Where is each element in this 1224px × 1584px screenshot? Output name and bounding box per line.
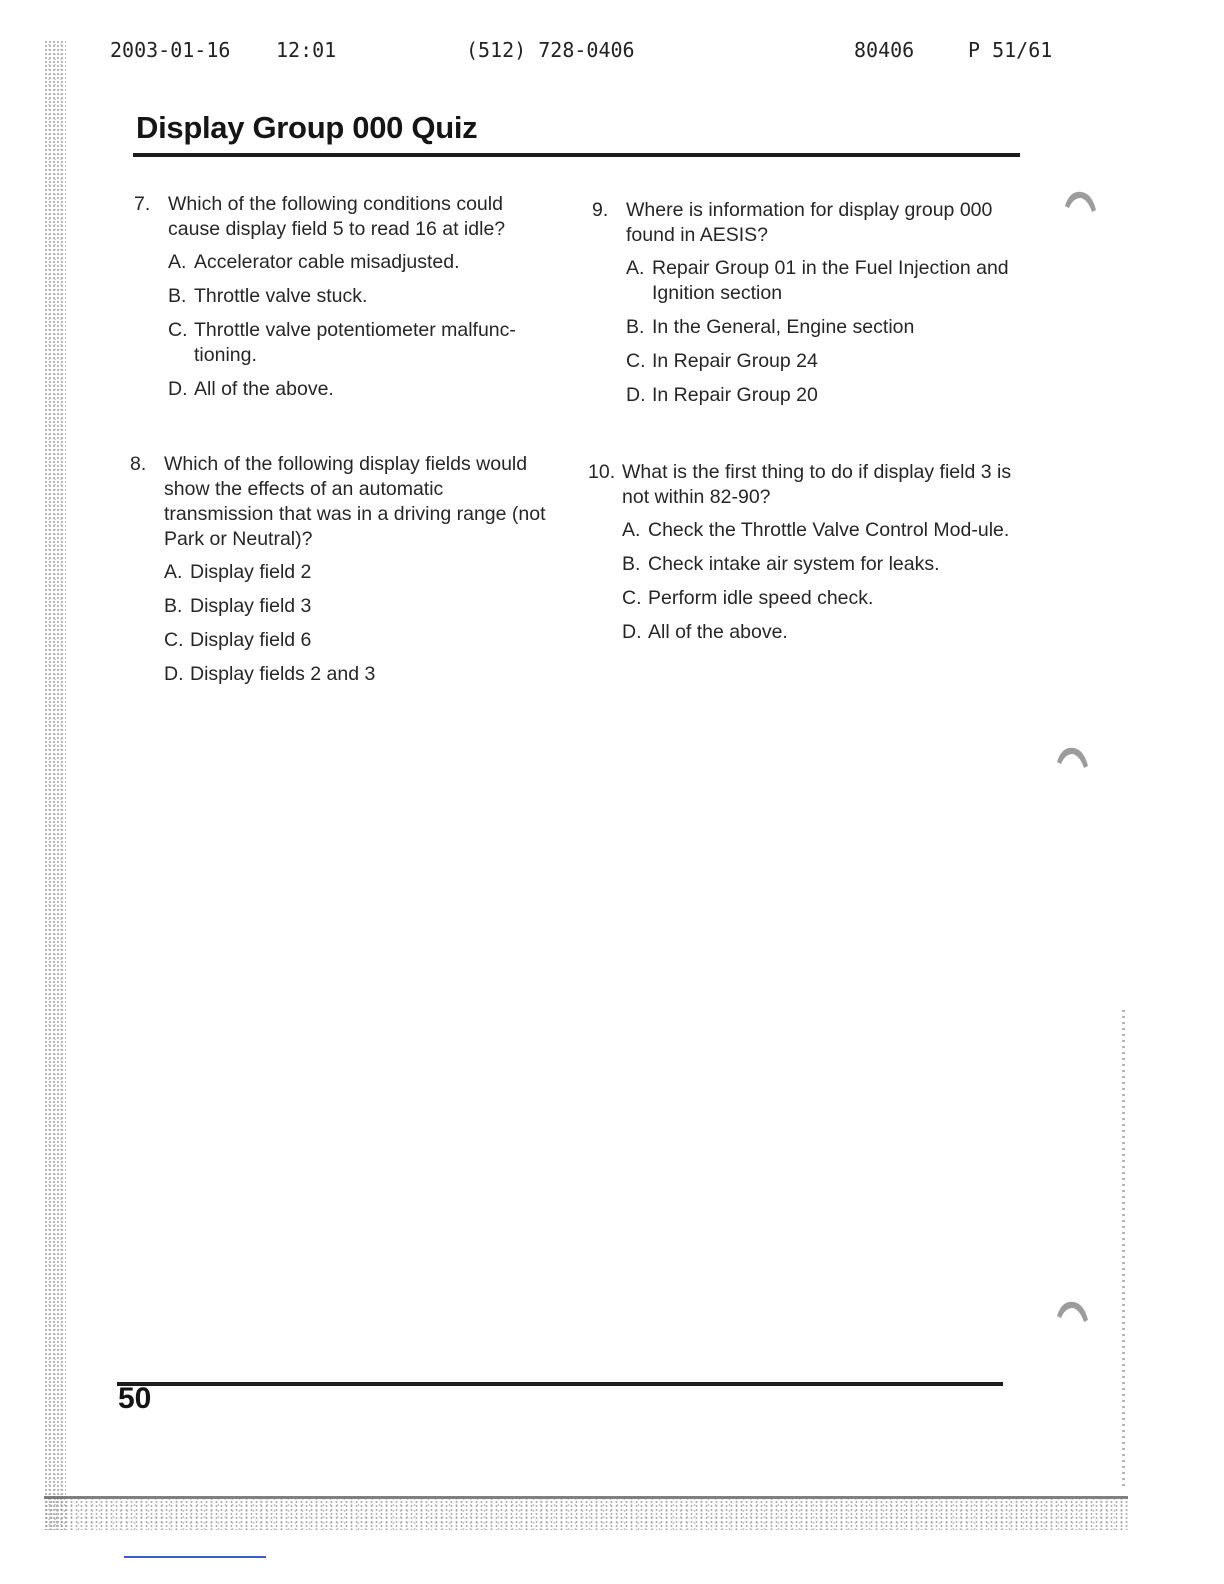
- question-8-option-d: [164, 662, 555, 687]
- question-9-stem: [592, 198, 1012, 248]
- option-letter: C.: [168, 319, 188, 341]
- option-letter: C.: [164, 629, 184, 651]
- fax-header: [0, 38, 1224, 66]
- question-7-text: Which of the following conditions could cause display field 5 to read 16 at idle?: [168, 193, 506, 240]
- question-7: [134, 192, 559, 411]
- binder-hole-mark-middle: [1054, 742, 1090, 776]
- question-8-text: Which of the following display fields would show the effects of an automatic transmission that was in a driving range (not Park or Neutral)?: [164, 453, 546, 550]
- option-text: Display field 6: [190, 629, 312, 651]
- option-letter: D.: [626, 384, 646, 406]
- option-text: In the General, Engine section: [652, 316, 915, 338]
- fax-code: 80406: [854, 38, 915, 62]
- question-8-option-b: [164, 594, 555, 619]
- option-text: All of the above.: [648, 621, 788, 643]
- question-10-options: [588, 518, 1013, 645]
- question-8: [130, 452, 555, 696]
- option-text: In Repair Group 20: [652, 384, 818, 406]
- binder-hole-mark-bottom: [1054, 1296, 1090, 1330]
- question-9-option-a: [626, 256, 1012, 306]
- question-9: [592, 198, 1012, 417]
- option-letter: A.: [622, 519, 641, 541]
- question-8-options: [130, 560, 555, 687]
- option-letter: D.: [622, 621, 642, 643]
- option-text: In Repair Group 24: [652, 350, 818, 372]
- question-10-option-b: [622, 552, 1013, 577]
- fax-phone: (512) 728-0406: [466, 38, 635, 62]
- question-9-number: 9.: [592, 199, 609, 221]
- question-7-option-c: [168, 318, 559, 368]
- option-text: Throttle valve potentiometer malfunc-tioning.: [194, 319, 516, 366]
- question-7-stem: [134, 192, 559, 242]
- option-text: Repair Group 01 in the Fuel Injection and Ignition section: [652, 257, 1009, 304]
- blue-underline-mark: [124, 1556, 266, 1558]
- title-rule: [133, 153, 1020, 157]
- option-letter: A.: [626, 257, 645, 279]
- option-text: Check the Throttle Valve Control Mod-ule.: [648, 519, 1010, 541]
- question-7-option-a: [168, 250, 559, 275]
- page-number: 50: [118, 1382, 152, 1415]
- question-9-text: Where is information for display group 000 found in AESIS?: [626, 199, 993, 246]
- option-text: Check intake air system for leaks.: [648, 553, 940, 575]
- option-letter: B.: [168, 285, 187, 307]
- question-8-number: 8.: [130, 453, 147, 475]
- question-9-option-c: [626, 349, 1012, 374]
- option-letter: C.: [626, 350, 646, 372]
- option-text: Throttle valve stuck.: [194, 285, 368, 307]
- question-7-number: 7.: [134, 193, 151, 215]
- question-7-option-d: [168, 377, 559, 402]
- question-10-option-c: [622, 586, 1013, 611]
- scan-bottom-band: [44, 1496, 1128, 1530]
- option-text: Display field 2: [190, 561, 312, 583]
- page-title: Display Group 000 Quiz: [136, 110, 478, 145]
- option-text: Display field 3: [190, 595, 312, 617]
- question-10-text: What is the first thing to do if display field 3 is not within 82-90?: [622, 461, 1012, 508]
- question-10-option-a: [622, 518, 1013, 543]
- question-8-option-c: [164, 628, 555, 653]
- scan-left-edge: [44, 40, 66, 1530]
- question-10-option-d: [622, 620, 1013, 645]
- option-letter: A.: [168, 251, 187, 273]
- option-text: Accelerator cable misadjusted.: [194, 251, 460, 273]
- option-text: All of the above.: [194, 378, 334, 400]
- option-letter: B.: [626, 316, 645, 338]
- question-9-options: [592, 256, 1012, 408]
- option-letter: C.: [622, 587, 642, 609]
- question-8-option-a: [164, 560, 555, 585]
- fax-time: 12:01: [276, 38, 337, 62]
- footer-rule: [117, 1382, 1003, 1386]
- fax-page: P 51/61: [968, 38, 1053, 62]
- question-10-stem: [588, 460, 1013, 510]
- option-letter: D.: [168, 378, 188, 400]
- option-text: Display fields 2 and 3: [190, 663, 376, 685]
- option-letter: B.: [622, 553, 641, 575]
- option-letter: B.: [164, 595, 183, 617]
- question-9-option-d: [626, 383, 1012, 408]
- question-7-options: [134, 250, 559, 402]
- binder-hole-mark-top: [1062, 186, 1098, 220]
- question-10: [588, 460, 1013, 654]
- scan-right-edge: [1122, 1010, 1125, 1490]
- fax-date: 2003-01-16: [110, 38, 231, 62]
- question-10-number: 10.: [588, 461, 616, 483]
- option-letter: A.: [164, 561, 183, 583]
- option-text: Perform idle speed check.: [648, 587, 874, 609]
- question-9-option-b: [626, 315, 1012, 340]
- question-7-option-b: [168, 284, 559, 309]
- option-letter: D.: [164, 663, 184, 685]
- question-8-stem: [130, 452, 555, 552]
